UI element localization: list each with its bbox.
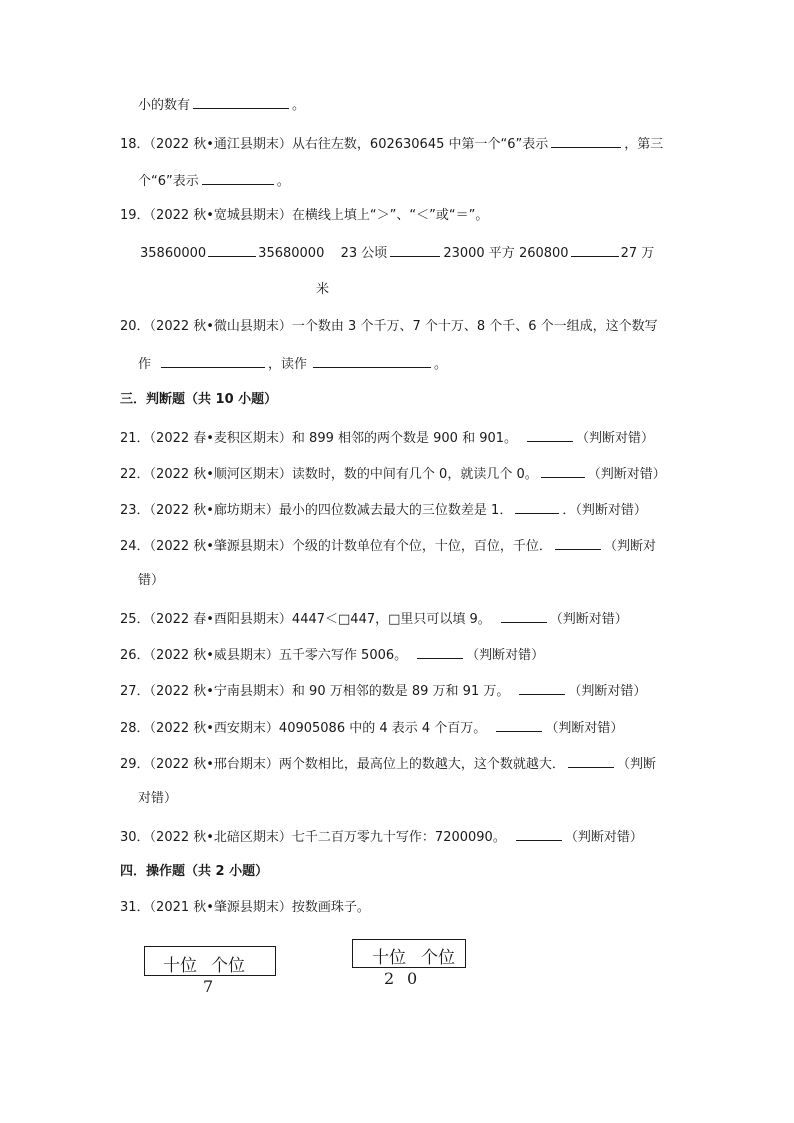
q19-stem: 19．（2022 秋•宽城县期末）在横线上填上“＞”、“＜”或“＝”。: [120, 208, 489, 223]
q27-text: 27．（2022 秋•宁南县期末）和 90 万相邻的数是 89 万和 91 万。: [120, 684, 510, 699]
q23-text: 23．（2022 秋•廊坊期末）最小的四位数减去最大的三位数差是 1．: [120, 503, 513, 518]
section-heading-judge: 三．判断题（共 10 小题）: [120, 392, 278, 407]
question-18-line2: [138, 172, 290, 190]
q19-b-left: 23 公顷: [340, 246, 388, 261]
question-21: [120, 429, 654, 447]
q19-comparisons: [140, 244, 654, 262]
answer-blank[interactable]: [208, 244, 256, 257]
question-22: [120, 465, 666, 483]
q29-post: （判断: [616, 757, 656, 772]
box2-digit-tens: 2: [384, 969, 395, 988]
question-30: [120, 828, 643, 846]
q19-wrap: [316, 282, 329, 298]
answer-blank[interactable]: [417, 646, 463, 659]
answer-blank[interactable]: [202, 172, 274, 185]
q29-text: 29．（2022 秋•邢台期末）两个数相比，最高位上的数越大，这个数就越大．: [120, 757, 565, 772]
q25-post: （判断对错）: [549, 612, 628, 627]
question-27: [120, 682, 646, 700]
answer-blank[interactable]: [541, 465, 585, 478]
q19-c-left: 260800: [518, 246, 569, 261]
question-31: [120, 900, 370, 916]
question-25: [120, 610, 628, 628]
box2-digit-ones: 0: [407, 969, 418, 988]
q19-a-right: 35680000: [258, 246, 325, 261]
box1-ones-label: 个位: [211, 956, 245, 976]
q31-stem: 31．（2021 秋•肇源县期末）按数画珠子。: [120, 900, 370, 915]
question-29-cont: [138, 791, 177, 807]
q30-post: （判断对错）: [564, 830, 643, 845]
question-28: [120, 719, 623, 737]
answer-blank[interactable]: [193, 96, 289, 109]
question-20-line2: [138, 355, 447, 373]
answer-blank[interactable]: [313, 355, 431, 368]
section-heading-operation: 四．操作题（共 2 小题）: [120, 864, 269, 879]
q19-b-wrap: 米: [316, 282, 330, 297]
q19-a-left: 35860000: [140, 246, 207, 261]
answer-blank[interactable]: [571, 244, 619, 257]
q17-text: 小的数有: [138, 98, 191, 113]
q21-post: （判断对错）: [576, 431, 655, 446]
q20-read: ，读作: [268, 357, 308, 372]
q24-cont: 错）: [138, 573, 165, 588]
q20-write: 作: [138, 357, 152, 372]
question-23: [120, 501, 647, 519]
q18-end: 。: [276, 174, 290, 189]
q19-c-right: 27 万: [620, 246, 655, 261]
question-19: [120, 208, 488, 224]
q25-text: 25．（2022 春•酉阳县期末）4447＜□447，□里只可以填 9。: [120, 612, 491, 627]
answer-blank[interactable]: [555, 537, 601, 550]
box1-tens-label: 十位: [163, 956, 197, 976]
q23-post: ．（判断对错）: [562, 503, 647, 518]
q18-line1: 18．（2022 秋•通江县期末）从右往左数，602630645 中第一个“6”表示: [120, 137, 549, 152]
box1-number: 7: [203, 977, 214, 996]
q24-post: （判断对: [603, 539, 656, 554]
q30-text: 30．（2022 秋•北碚区期末）七千二百万零九十写作：7200090。: [120, 830, 506, 845]
answer-blank[interactable]: [501, 610, 547, 623]
answer-blank[interactable]: [551, 135, 621, 148]
answer-blank[interactable]: [496, 719, 542, 732]
question-18: [120, 135, 663, 153]
answer-blank[interactable]: [568, 755, 614, 768]
q22-text: 22．（2022 秋•顺河区期末）读数时，数的中间有几个 0，就读几个 0。: [120, 467, 538, 482]
q24-text: 24．（2022 秋•肇源县期末）个级的计数单位有个位，十位，百位，千位．: [120, 539, 552, 554]
q17-end: 。: [292, 98, 306, 113]
answer-blank[interactable]: [519, 682, 565, 695]
answer-blank[interactable]: [161, 355, 265, 368]
q27-post: （判断对错）: [568, 684, 647, 699]
q19-b-right: 23000 平方: [443, 246, 515, 261]
q22-post: （判断对错）: [587, 467, 666, 482]
q28-post: （判断对错）: [545, 721, 624, 736]
box2-ones-label: 个位: [421, 948, 455, 968]
answer-blank[interactable]: [390, 244, 440, 257]
answer-blank[interactable]: [515, 501, 559, 514]
q21-text: 21．（2022 春•麦积区期末）和 899 相邻的两个数是 900 和 901。: [120, 431, 518, 446]
q17-tail: [138, 96, 305, 114]
question-24: [120, 537, 656, 555]
q20-end: 。: [434, 357, 448, 372]
question-24-cont: [138, 573, 164, 589]
q20-line1: 20．（2022 秋•微山县期末）一个数由 3 个千万、7 个十万、8 个千、6 个一组成，这个数写: [120, 319, 658, 334]
q26-text: 26．（2022 秋•威县期末）五千零六写作 5006。: [120, 648, 408, 663]
q28-text: 28．（2022 秋•西安期末）40905086 中的 4 表示 4 个百万。: [120, 721, 487, 736]
box2-tens-label: 十位: [372, 948, 406, 968]
question-20: [120, 319, 658, 335]
q18-mid: ，第三: [624, 137, 664, 152]
answer-blank[interactable]: [527, 429, 573, 442]
question-29: [120, 755, 656, 773]
answer-blank[interactable]: [516, 828, 562, 841]
q29-cont: 对错）: [138, 791, 178, 806]
question-26: [120, 646, 544, 664]
q18-line2: 个“6”表示: [138, 174, 199, 189]
q26-post: （判断对错）: [466, 648, 545, 663]
